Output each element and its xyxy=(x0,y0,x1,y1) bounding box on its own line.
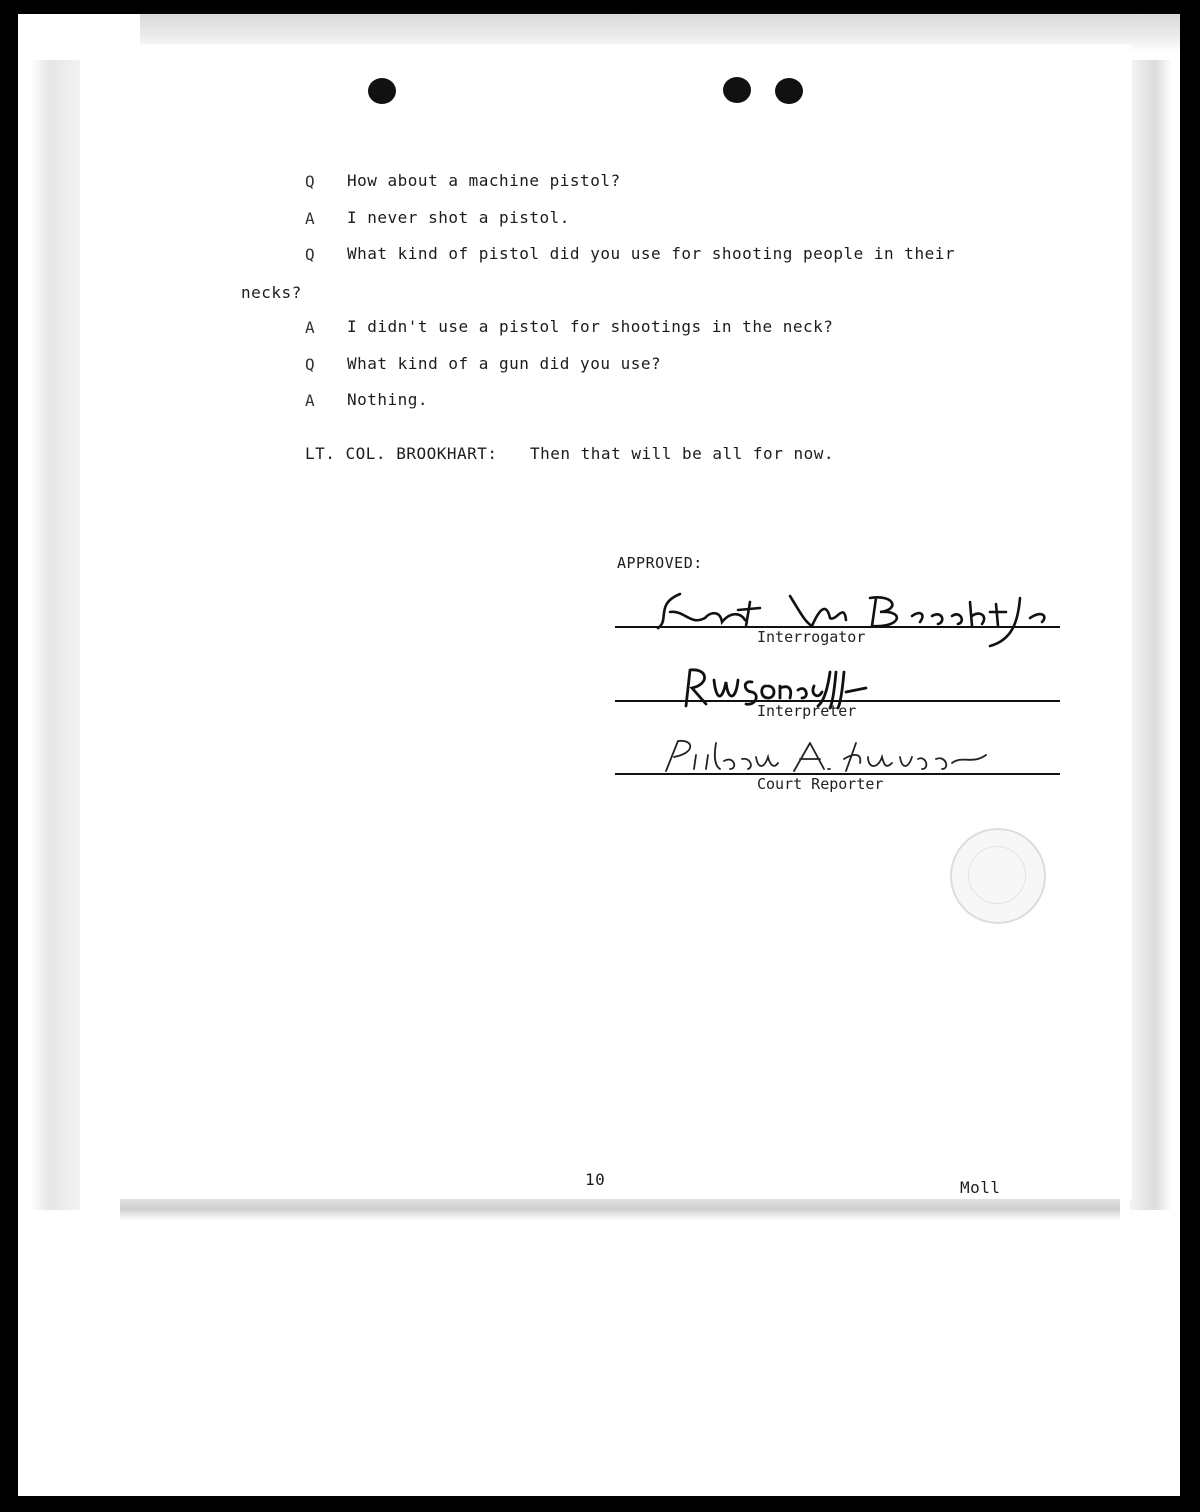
closing-speaker: LT. COL. BROOKHART: xyxy=(305,444,498,463)
punch-hole xyxy=(775,78,803,104)
page-number: 10 xyxy=(585,1170,606,1189)
speaker-marker: Q xyxy=(305,172,315,191)
transcript-line-continuation: necks? xyxy=(241,283,302,302)
punch-hole xyxy=(368,78,396,104)
signature-role: Interpreter xyxy=(757,702,857,720)
transcript-line: I didn't use a pistol for shootings in the neck? xyxy=(347,317,834,336)
transcript-line: I never shot a pistol. xyxy=(347,208,570,227)
speaker-marker: Q xyxy=(305,355,315,374)
signature-role: Court Reporter xyxy=(757,775,884,793)
transcript-line: How about a machine pistol? xyxy=(347,171,621,190)
speaker-marker: A xyxy=(305,318,315,337)
page-shadow-left xyxy=(30,60,80,1210)
speaker-marker: A xyxy=(305,209,315,228)
approved-heading: APPROVED: xyxy=(617,554,703,572)
speaker-marker: A xyxy=(305,391,315,410)
speaker-marker: Q xyxy=(305,245,315,264)
punch-hole xyxy=(723,77,751,103)
transcript-line: Nothing. xyxy=(347,390,429,409)
closing-statement: Then that will be all for now. xyxy=(530,444,834,463)
page-shadow-bottom xyxy=(120,1198,1120,1220)
signature-role: Interrogator xyxy=(757,628,866,646)
transcript-line: What kind of a gun did you use? xyxy=(347,354,662,373)
footer-name: Moll xyxy=(960,1178,1001,1197)
page-shadow-right xyxy=(1130,60,1172,1210)
transcript-line: What kind of pistol did you use for shooting people in their xyxy=(347,244,955,263)
archive-stamp xyxy=(950,828,1046,924)
